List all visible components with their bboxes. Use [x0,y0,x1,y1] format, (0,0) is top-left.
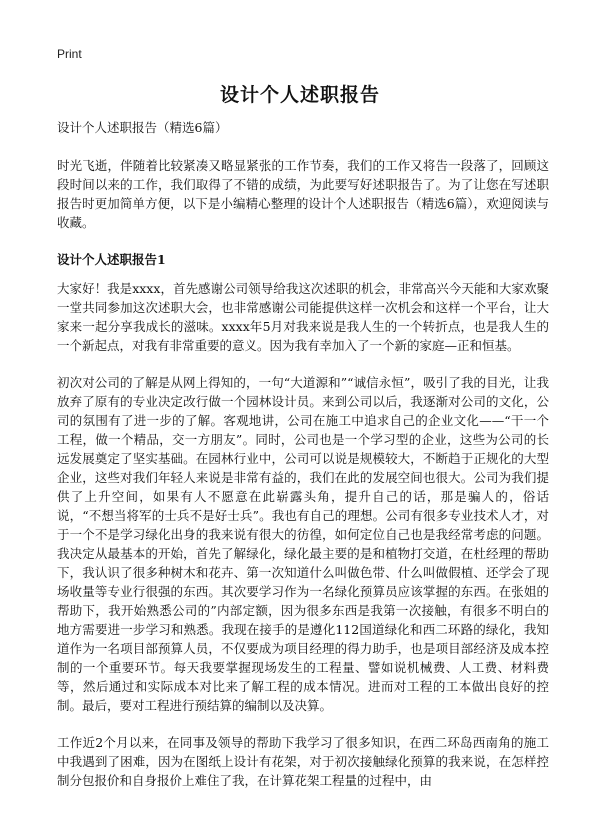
document-body [57,118,549,808]
print-link[interactable]: Print [57,47,82,61]
body-paragraph: 工作近2个月以来，在同事及领导的帮助下我学习了很多知识，在西二环岛西南角的施工中我遇到了困难，因为在图纸上设计有花架，对于初次接触绿化预算的我来说，在怎样控制分包报价和自身报价上难住了我，在计算花架工程量的过程中，由 [57,735,549,788]
intro-paragraph: 时光飞逝，伴随着比较紧凑又略显紧张的工作节奏，我们的工作又将告一段落了，回顾这段时间以来的工作，我们取得了不错的成绩，为此要写好述职报告了。为了让您在写述职报告时更加简单方便，以下是小编精心整理的设计个人述职报告（精选6篇），欢迎阅读与收藏。 [57,158,549,230]
body-paragraph: 初次对公司的了解是从网上得知的，一句“大道源和”“诚信永恒”，吸引了我的目光，让我放弃了原有的专业决定改行做一个园林设计员。来到公司以后，我逐渐对公司的文化，公司的氛围有了进一步的了解。客观地讲，公司在施工中追求自己的企业文化——“干一个工程，做一个精品，交一方朋友”。同时，公司也是一个学习型的企业，这些为公司的长远发展奠定了坚实基础。在园林行业中，公司可以说是规模较大，不断趋于正规化的大型企业，这些对我们年轻人来说是非常有益的，我们在此的发展空间也很大。公司为我们提供了上升空间，如果有人不愿意在此崭露头角，提升自己的话，那是骗人的，俗话说，“不想当将军的士兵不是好士兵”。我也有自己的理想。公司有很多专业技术人才，对于一个不是学习绿化出身的我来说有很大的彷徨，如何定位自己也是我经常考虑的问题。我决定从最基本的开始，首先了解绿化，绿化最主要的是和植物打交道，在杜经理的帮助下，我认识了很多种树木和花卉、第一次知道什么叫做色带、什么叫做假植、还学会了现场收量等专业行很强的东西。其次要学习作为一名绿化预算员应该掌握的东西。在张姐的帮助下，我开始熟悉公司的”内部定额，因为很多东西是我第一次接触，有很多不明白的地方需要进一步学习和熟悉。我现在接手的是遵化112国道绿化和西二环路的绿化，我知道作为一名项目部预算人员，不仅要成为项目经理的得力助手，也是项目部经济及成本控制的一个重要环节。每天我要掌握现场发生的工程量、譬如说机械费、人工费、材料费等，然后通过和实际成本对比来了解工程的成本情况。进而对工程的工本做出良好的控制。最后，要对工程进行预结算的编制以及决算。 [57,375,549,713]
section-heading: 设计个人述职报告1 [57,252,166,267]
document-title: 设计个人述职报告 [219,84,380,106]
document-subtitle: 设计个人述职报告（精选6篇） [57,120,228,135]
body-paragraph: 大家好！我是xxxx，首先感谢公司领导给我这次述职的机会，非常高兴今天能和大家欢聚一堂共同参加这次述职大会，也非常感谢公司能提供这样一次机会和这样一个平台，让大家来一起分享我成长的滋味。xxxx年5月对我来说是我人生的一个转折点，也是我人生的一个新起点，对我有非常重要的意义。因为我有幸加入了一个新的家庭—正和恒基。 [57,281,549,353]
